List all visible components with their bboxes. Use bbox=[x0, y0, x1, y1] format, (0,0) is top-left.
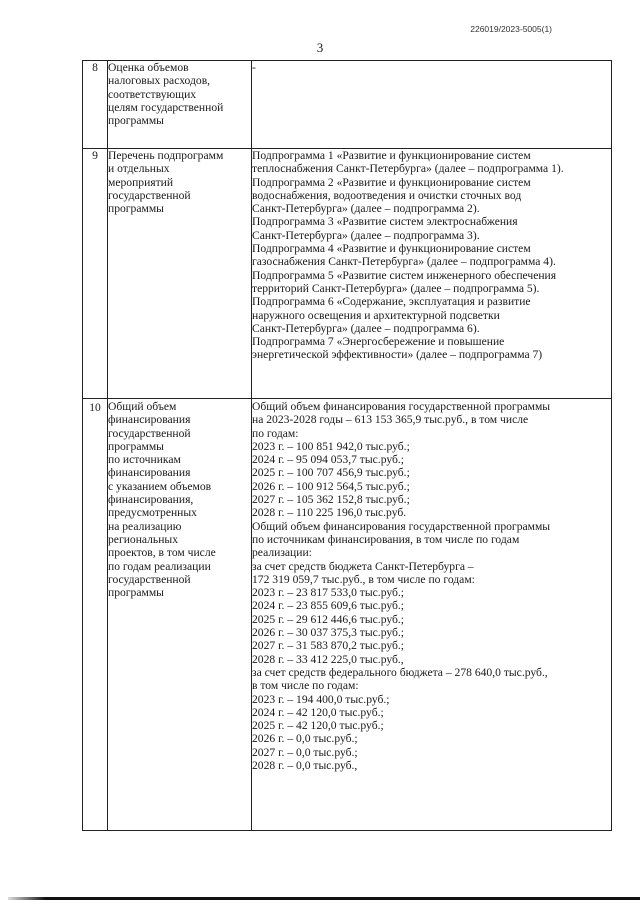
row-label-cell bbox=[108, 399, 252, 831]
content-line: - bbox=[252, 61, 256, 74]
row-number: 10 bbox=[83, 399, 108, 831]
row-label: Оценка объемов налоговых расходов, соответствующих целям государственной программы bbox=[108, 61, 224, 128]
content-line: 2028 г. – 33 412 225,0 тыс.руб., bbox=[252, 652, 404, 666]
content-line: 2025 г. – 29 612 446,6 тыс.руб.; bbox=[252, 612, 404, 626]
content-line: водоснабжения, водоотведения и очистки сточных вод bbox=[252, 188, 522, 202]
content-line: энергетической эффективности» (далее – подпрограмма 7) bbox=[252, 348, 543, 362]
content-line: Санкт-Петербурга» (далее – подпрограмма 2). bbox=[252, 202, 480, 216]
content-line: 2023 г. – 23 817 533,0 тыс.руб.; bbox=[252, 586, 404, 600]
content-line: Санкт-Петербурга» (далее – подпрограмма 3). bbox=[252, 228, 480, 242]
table-row bbox=[83, 399, 612, 831]
row-label-cell bbox=[108, 149, 252, 399]
content-line: 2027 г. – 31 583 870,2 тыс.руб.; bbox=[252, 639, 404, 653]
row-number: 8 bbox=[83, 61, 108, 149]
content-line: 2028 г. – 0,0 тыс.руб., bbox=[252, 759, 358, 773]
page-number: 3 bbox=[316, 40, 324, 55]
content-line: Подпрограмма 5 «Развитие систем инженерного обеспечения bbox=[252, 268, 557, 282]
row-label-cell bbox=[108, 61, 252, 149]
content-line: 2026 г. – 100 912 564,5 тыс.руб.; bbox=[252, 479, 410, 493]
table-row bbox=[83, 149, 612, 399]
content-line: 2027 г. – 105 362 152,8 тыс.руб.; bbox=[252, 493, 410, 507]
content-line: реализации: bbox=[252, 546, 312, 560]
content-line: Подпрограмма 3 «Развитие систем электроснабжения bbox=[252, 215, 518, 229]
row-label: Общий объем финансирования государственной программы по источникам финансирования с указанием объемов финансирования, предусмотренных на реализацию региональных проектов, в том числе по годам реализации государственной программы bbox=[108, 400, 216, 600]
content-line: Подпрограмма 7 «Энергосбережение и повышение bbox=[252, 335, 505, 349]
content-line: 2025 г. – 42 120,0 тыс.руб.; bbox=[252, 719, 384, 733]
content-line: Общий объем финансирования государственной программы bbox=[252, 519, 551, 533]
content-line: 2023 г. – 194 400,0 тыс.руб.; bbox=[252, 692, 390, 706]
row-content-cell bbox=[252, 399, 612, 831]
content-line: в том числе по годам: bbox=[252, 679, 359, 693]
content-line: Общий объем финансирования государственной программы bbox=[252, 400, 551, 413]
content-line: 2023 г. – 100 851 942,0 тыс.руб.; bbox=[252, 439, 410, 453]
content-line: 2026 г. – 0,0 тыс.руб.; bbox=[252, 732, 358, 746]
content-line: 2025 г. – 100 707 456,9 тыс.руб.; bbox=[252, 466, 410, 480]
content-line: теплоснабжения Санкт-Петербурга» (далее – подпрограмма 1). bbox=[252, 162, 564, 176]
row-content-cell bbox=[252, 61, 612, 149]
content-line: Подпрограмма 1 «Развитие и функционирование систем bbox=[252, 149, 531, 162]
content-line: газоснабжения Санкт-Петербурга» (далее – подпрограмма 4). bbox=[252, 255, 556, 269]
content-line: Подпрограмма 6 «Содержание, эксплуатация и развитие bbox=[252, 295, 531, 309]
row-label: Перечень подпрограмм и отдельных мероприятий государственной программы bbox=[108, 149, 224, 216]
content-line: за счет средств бюджета Санкт-Петербурга – bbox=[252, 559, 474, 573]
content-line: наружного освещения и архитектурной подсветки bbox=[252, 308, 500, 322]
row-number: 9 bbox=[83, 149, 108, 399]
content-line: Подпрограмма 4 «Развитие и функционирование систем bbox=[252, 242, 531, 256]
document-id: 226019/2023-5005(1) bbox=[470, 24, 552, 34]
content-line: на 2023-2028 годы – 613 153 365,9 тыс.руб., в том числе bbox=[252, 413, 529, 427]
content-line: 172 319 059,7 тыс.руб., в том числе по годам: bbox=[252, 572, 475, 586]
program-passport-table bbox=[82, 60, 612, 831]
content-line: 2028 г. – 110 225 196,0 тыс.руб. bbox=[252, 506, 407, 520]
content-line: Подпрограмма 2 «Развитие и функционирование систем bbox=[252, 175, 531, 189]
content-line: 2024 г. – 23 855 609,6 тыс.руб.; bbox=[252, 599, 404, 613]
content-line: по годам: bbox=[252, 426, 299, 440]
row-content-cell bbox=[252, 149, 612, 399]
content-line: за счет средств федерального бюджета – 278 640,0 тыс.руб., bbox=[252, 665, 548, 679]
table-row bbox=[83, 61, 612, 149]
content-line: территорий Санкт-Петербурга» (далее – подпрограмма 5). bbox=[252, 281, 540, 295]
content-line: 2024 г. – 42 120,0 тыс.руб.; bbox=[252, 705, 384, 719]
content-line: по источникам финансирования, в том числе по годам bbox=[252, 532, 520, 546]
content-line: 2024 г. – 95 094 053,7 тыс.руб.; bbox=[252, 453, 404, 467]
content-line: 2026 г. – 30 037 375,3 тыс.руб.; bbox=[252, 626, 404, 640]
bottom-scan-edge bbox=[8, 897, 640, 900]
content-line: 2027 г. – 0,0 тыс.руб.; bbox=[252, 745, 358, 759]
content-line: Санкт-Петербурга» (далее – подпрограмма 6). bbox=[252, 321, 480, 335]
